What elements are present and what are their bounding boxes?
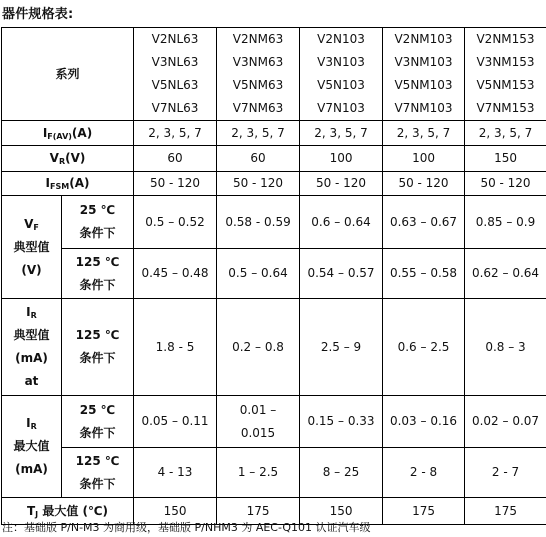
series-row	[2, 28, 546, 121]
ifsm-value: 50 - 120	[217, 172, 300, 196]
series-name: V3N103	[317, 55, 365, 69]
vf-value: 0.6 – 0.64	[300, 196, 383, 249]
series-cell	[217, 28, 300, 121]
series-name: V7NM103	[394, 101, 453, 115]
footnote: 注：基础版 P/N-M3 为商用级，基础版 P/NHM3 为 AEC-Q101 认证汽车级	[2, 521, 371, 534]
series-cell	[383, 28, 465, 121]
ir-max-value: 0.15 – 0.33	[300, 396, 383, 448]
ifav-value: 2, 3, 5, 7	[383, 121, 465, 146]
ifsm-row	[2, 172, 546, 196]
vf-25-row	[2, 196, 546, 249]
vr-value: 150	[465, 146, 546, 172]
vf-value: 0.5 – 0.64	[217, 249, 300, 299]
tj-value: 175	[465, 498, 546, 525]
vf-value: 0.62 – 0.64	[465, 249, 546, 299]
vr-label: $V_R(V)$	[2, 146, 134, 172]
series-name: V3NM103	[394, 55, 453, 69]
series-label: 系列	[2, 28, 134, 121]
series-cell	[300, 28, 383, 121]
vf-value: 0.55 – 0.58	[383, 249, 465, 299]
ir-max-value: 1 – 2.5	[217, 448, 300, 498]
ir-typ-value: 0.8 – 3	[465, 299, 546, 396]
condition-cell: 125 ℃ 条件下	[62, 299, 134, 396]
vf-value: 0.5 – 0.52	[134, 196, 217, 249]
tj-value: 175	[383, 498, 465, 525]
tj-value: 150	[134, 498, 217, 525]
tj-value: 150	[300, 498, 383, 525]
ifsm-value: 50 - 120	[134, 172, 217, 196]
ir-typ-value: 2.5 – 9	[300, 299, 383, 396]
series-name: V5NL63	[151, 78, 199, 92]
series-name: V5N103	[317, 78, 365, 92]
series-name: V7NL63	[151, 101, 199, 115]
ir-max-value: 0.02 – 0.07	[465, 396, 546, 448]
vf-value: 0.54 – 0.57	[300, 249, 383, 299]
condition-cell: 125 ℃ 条件下	[62, 448, 134, 498]
series-name: V5NM63	[232, 78, 284, 92]
ifsm-value: 50 - 120	[383, 172, 465, 196]
ir-typ-value: 0.6 – 2.5	[383, 299, 465, 396]
series-name: V3NM153	[476, 55, 535, 69]
ir-max-value: 2 - 8	[383, 448, 465, 498]
ir-max-value: 2 - 7	[465, 448, 546, 498]
tj-label: $T_J$ 最大值 (℃)	[2, 498, 134, 525]
page-title: 器件规格表:	[2, 7, 74, 22]
ir-max-125-row	[2, 448, 546, 498]
series-name: V2NM63	[232, 32, 284, 46]
condition-cell: 125 ℃ 条件下	[62, 249, 134, 299]
series-name: V3NM63	[232, 55, 284, 69]
spec-table	[1, 27, 546, 525]
vr-value: 100	[300, 146, 383, 172]
series-name: V2NM153	[476, 32, 535, 46]
vf-value: 0.85 – 0.9	[465, 196, 546, 249]
vr-row	[2, 146, 546, 172]
series-name: V7NM153	[476, 101, 535, 115]
tj-value: 175	[217, 498, 300, 525]
vf-value: 0.58 - 0.59	[217, 196, 300, 249]
ir-typ-value: 1.8 - 5	[134, 299, 217, 396]
condition-cell: 25 ℃ 条件下	[62, 396, 134, 448]
vf-value: 0.63 – 0.67	[383, 196, 465, 249]
series-cell	[134, 28, 217, 121]
ifsm-value: 50 - 120	[465, 172, 546, 196]
ir-max-value: 8 – 25	[300, 448, 383, 498]
ifav-value: 2, 3, 5, 7	[217, 121, 300, 146]
series-name: V5NM103	[394, 78, 453, 92]
series-cell	[465, 28, 546, 121]
series-name: V7N103	[317, 101, 365, 115]
condition-cell: 25 ℃ 条件下	[62, 196, 134, 249]
ir-max-25-row	[2, 396, 546, 448]
series-name: V2NL63	[151, 32, 199, 46]
ir-typ-row	[2, 299, 546, 396]
vf-value: 0.45 – 0.48	[134, 249, 217, 299]
series-name: V5NM153	[476, 78, 535, 92]
series-name: V3NL63	[151, 55, 199, 69]
ifsm-label: $I_{FSM}(A)$	[2, 172, 134, 196]
ifav-value: 2, 3, 5, 7	[134, 121, 217, 146]
vr-value: 60	[217, 146, 300, 172]
vr-value: 60	[134, 146, 217, 172]
ir-max-value: 0.01 – 0.015	[217, 396, 300, 448]
ir-typ-value: 0.2 – 0.8	[217, 299, 300, 396]
ifav-row	[2, 121, 546, 146]
ir-max-value: 4 - 13	[134, 448, 217, 498]
ir-max-label: $I_R$ 最大值 (mA)	[2, 396, 62, 498]
ir-typ-label: $I_R$ 典型值 (mA) at	[2, 299, 62, 396]
series-name: V7NM63	[232, 101, 284, 115]
ifsm-value: 50 - 120	[300, 172, 383, 196]
ifav-value: 2, 3, 5, 7	[465, 121, 546, 146]
ir-max-value: 0.03 – 0.16	[383, 396, 465, 448]
vr-value: 100	[383, 146, 465, 172]
vf-label: $V_F$ 典型值 (V)	[2, 196, 62, 299]
series-name: V2NM103	[394, 32, 453, 46]
series-name: V2N103	[317, 32, 365, 46]
ir-max-value: 0.05 – 0.11	[134, 396, 217, 448]
ifav-value: 2, 3, 5, 7	[300, 121, 383, 146]
vf-125-row	[2, 249, 546, 299]
ifav-label: $I_{F(AV)}(A)$	[2, 121, 134, 146]
